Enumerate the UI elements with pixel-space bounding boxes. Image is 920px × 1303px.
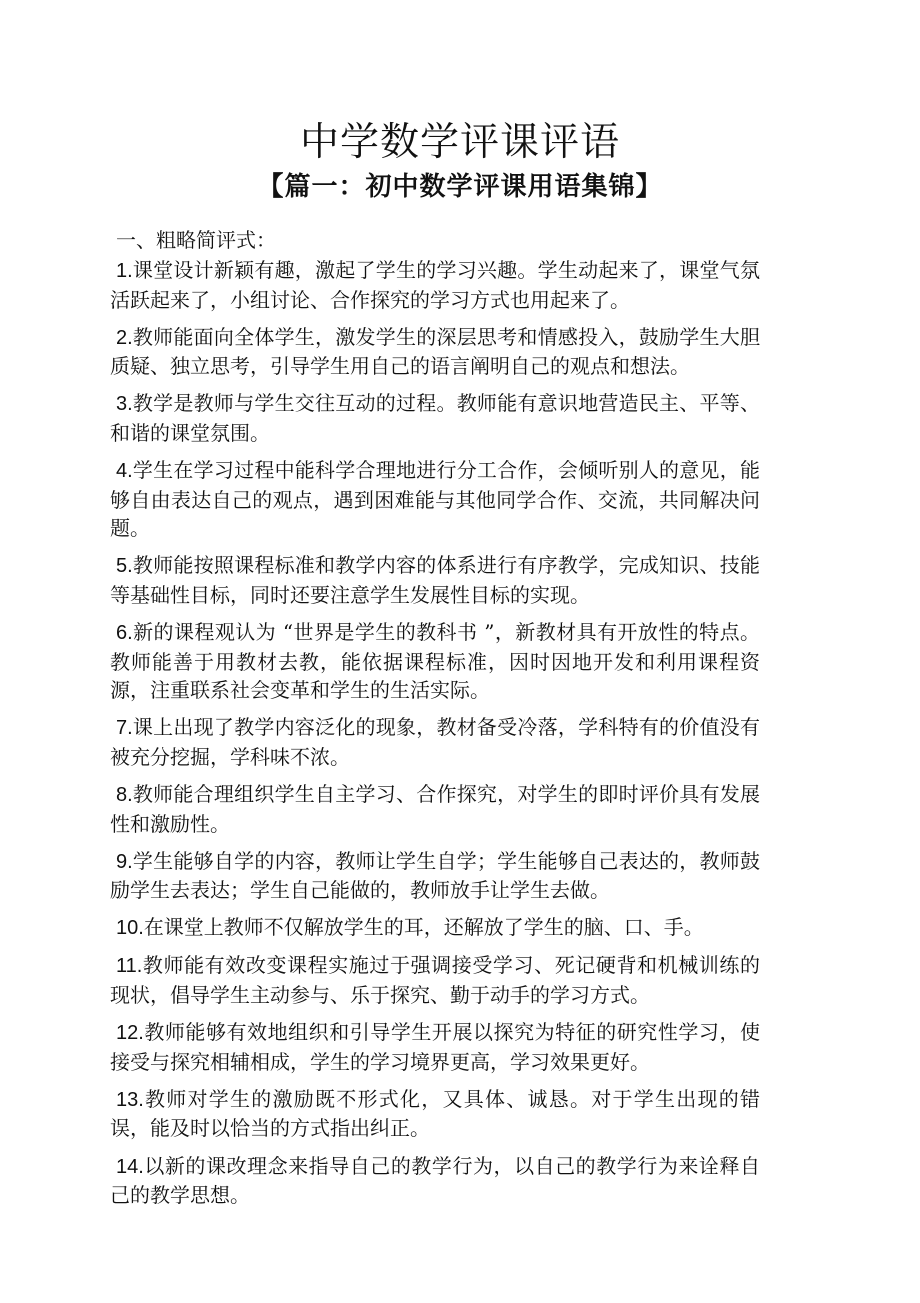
item-number: 2. (116, 326, 133, 349)
list-item (110, 618, 760, 705)
item-text: 在课堂上教师不仅解放学生的耳，还解放了学生的脑、口、手。 (143, 915, 704, 940)
list-item (110, 551, 760, 609)
list-item (110, 1152, 760, 1210)
list-item (110, 951, 760, 1009)
list-item (110, 1018, 760, 1076)
item-text: 教师能按照课程标准和教学内容的体系进行有序教学，完成知识、技能等基础性目标，同时还要注意学生发展性目标的实现。 (110, 553, 760, 607)
item-text: 学生能够自学的内容，教师让学生自学；学生能够自己表达的，教师鼓励学生去表达；学生自己能做的，教师放手让学生去做。 (110, 848, 760, 903)
item-number: 5. (116, 555, 133, 578)
document-subtitle: 【篇一：初中数学评课用语集锦】 (257, 172, 663, 202)
list-item (110, 1085, 760, 1143)
item-text: 教师能有效改变课程实施过于强调接受学习、死记硬背和机械训练的现状，倡导学生主动参与、乐于探究、勤于动手的学习方式。 (110, 953, 760, 1008)
item-text: 课上出现了教学内容泛化的现象，教材备受冷落，学科特有的价值没有被充分挖掘，学科味不浓。 (110, 715, 760, 769)
item-number: 7. (116, 717, 133, 740)
item-text: 课堂设计新颖有趣，激起了学生的学习兴趣。学生动起来了，课堂气氛活跃起来了，小组讨论、合作探究的学习方式也用起来了。 (110, 258, 760, 312)
item-number: 10. (116, 917, 144, 940)
item-text: 教学是教师与学生交往互动的过程。教师能有意识地营造民主、平等、和谐的课堂氛围。 (110, 391, 760, 445)
list-item (110, 780, 760, 838)
item-number: 13. (116, 1088, 144, 1111)
item-text: 教师能够有效地组织和引导学生开展以探究为特征的研究性学习，使接受与探究相辅相成，学生的学习境界更高，学习效果更好。 (110, 1020, 760, 1074)
item-text: 教师能合理组织学生自主学习、合作探究，对学生的即时评价具有发展性和激励性。 (110, 782, 760, 836)
comment-list (110, 256, 760, 1218)
item-number: 11. (116, 955, 143, 978)
item-number: 14. (116, 1155, 144, 1178)
list-item (110, 456, 760, 543)
item-text: 教师对学生的激励既不形式化，又具体、诚恳。对于学生出现的错误，能及时以恰当的方式指出纠正。 (110, 1086, 760, 1141)
document-title: 中学数学评课评语 (299, 120, 620, 165)
section-heading: 一、粗略简评式： (116, 228, 276, 252)
item-number: 6. (116, 622, 133, 645)
item-text: 学生在学习过程中能科学合理地进行分工合作，会倾听别人的意见，能够自由表达自己的观点，遇到困难能与其他同学合作、交流，共同解决问题。 (110, 458, 760, 541)
item-number: 12. (116, 1022, 144, 1045)
item-number: 1. (116, 260, 133, 282)
list-item (110, 847, 760, 905)
item-number: 9. (116, 850, 133, 873)
list-item (110, 389, 760, 447)
item-text: 新的课程观认为 “世界是学生的教科书 ”，新教材具有开放性的特点。教师能善于用教材去教，能依据课程标准，因时因地开发和利用课程资源，注重联系社会变革和学生的生活实际。 (110, 620, 760, 703)
item-text: 以新的课改理念来指导自己的教学行为，以自己的教学行为来诠释自己的教学思想。 (110, 1153, 760, 1208)
list-item (110, 913, 760, 943)
list-item (110, 323, 760, 381)
list-item (110, 713, 760, 771)
item-number: 8. (116, 784, 133, 806)
item-text: 教师能面向全体学生，激发学生的深层思考和情感投入，鼓励学生大胆质疑、独立思考，引导学生用自己的语言阐明自己的观点和想法。 (110, 324, 760, 379)
item-number: 3. (116, 393, 133, 416)
list-item (110, 256, 760, 314)
item-number: 4. (116, 460, 133, 483)
